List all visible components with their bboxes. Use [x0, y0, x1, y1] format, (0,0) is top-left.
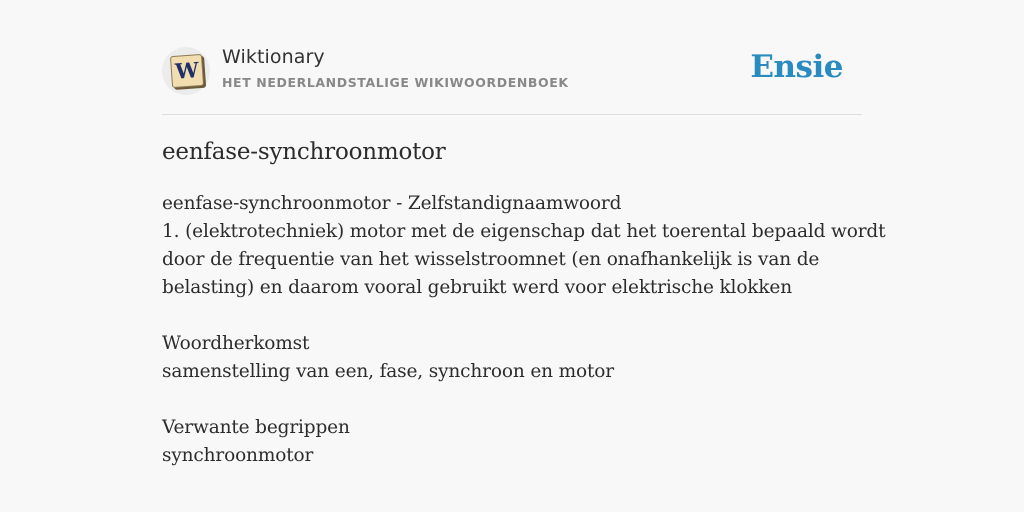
site-header [162, 44, 862, 115]
site-subtitle: HET NEDERLANDSTALIGE WIKIWOORDENBOEK [222, 75, 569, 90]
spacer [162, 386, 862, 414]
definition-line: door de frequentie van het wisselstroomnet (en onafhankelijk is van de [162, 249, 820, 270]
definition-line: belasting) en daarom vooral gebruikt werd voor elektrische klokken [162, 277, 792, 298]
logo-letter: W [174, 57, 200, 84]
page-title: eenfase-synchroonmotor [162, 139, 446, 165]
definition-line: 1. (elektrotechniek) motor met de eigenschap dat het toerental bepaald wordt [162, 221, 886, 242]
site-title[interactable]: Wiktionary [222, 46, 325, 68]
entry-content [162, 136, 886, 470]
etymology-heading: Woordherkomst [162, 333, 310, 354]
entry-heading-line: eenfase-synchroonmotor - Zelfstandignaamwoord [162, 193, 622, 214]
logo-tile [170, 54, 204, 88]
related-text: synchroonmotor [162, 445, 314, 466]
spacer [162, 302, 862, 330]
ensie-brand-link[interactable]: Ensie [750, 49, 843, 85]
etymology-text: samenstelling van een, fase, synchroon en motor [162, 361, 614, 382]
related-heading: Verwante begrippen [162, 417, 350, 438]
wiktionary-logo-icon[interactable] [162, 47, 210, 95]
entry-body [162, 190, 886, 470]
